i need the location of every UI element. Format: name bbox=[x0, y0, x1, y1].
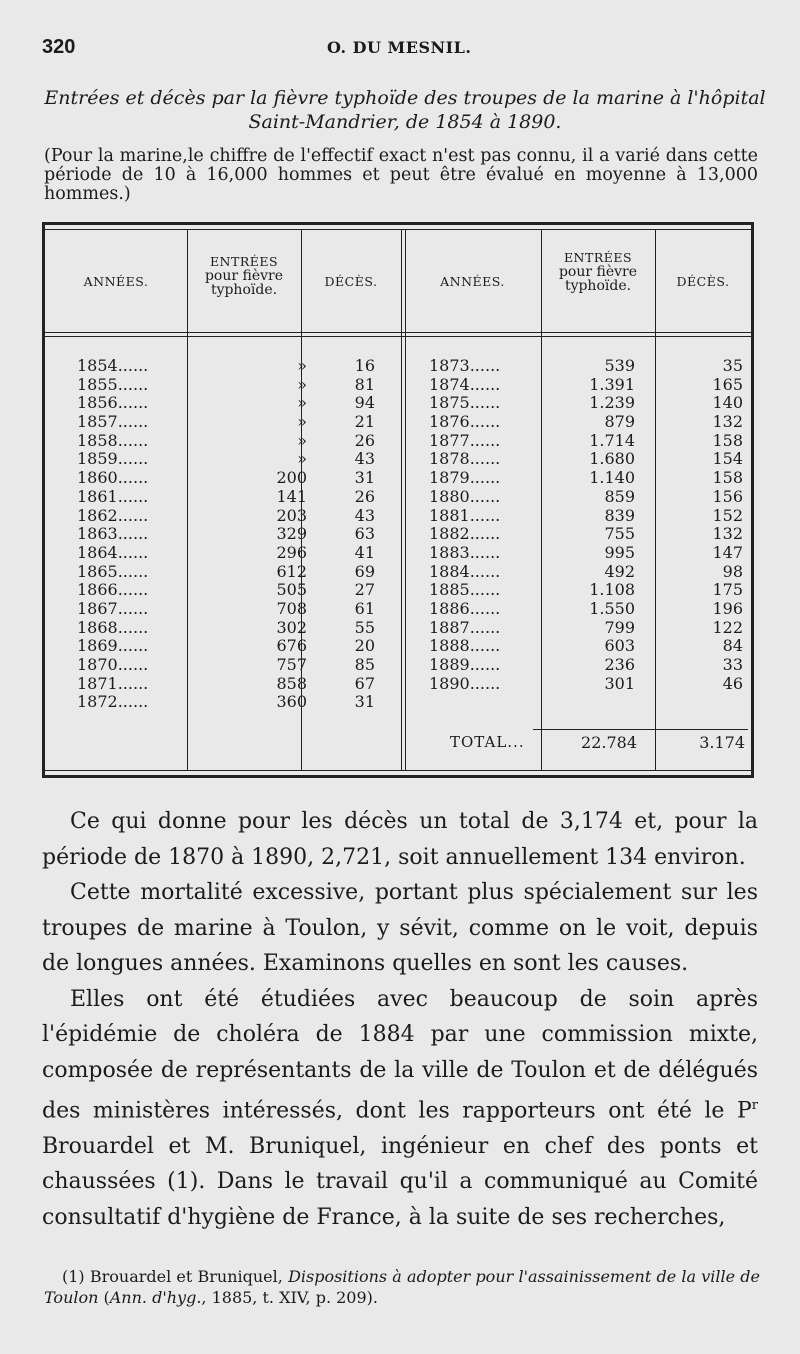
entrees-cell: 757 bbox=[276, 655, 307, 674]
entrees-cell: » bbox=[297, 449, 307, 469]
entrees-cell: 236 bbox=[604, 655, 635, 674]
year-cell: 1861...... bbox=[77, 486, 149, 506]
deces-cell: 196 bbox=[712, 598, 743, 618]
table-rule bbox=[45, 229, 751, 230]
table-row bbox=[77, 432, 397, 451]
deces-cell: 84 bbox=[722, 636, 743, 656]
table-row bbox=[77, 600, 397, 619]
entrees-cell: 676 bbox=[276, 636, 307, 656]
paragraph-text: Brouardel et M. Bruniquel, ingénieur en chef des ponts et chaussées (1). Dans le travail qu'il a communiqué au Comité consultatif d'hygiène de France, à la suite de ses recherches, bbox=[42, 1133, 758, 1230]
table-row bbox=[429, 656, 749, 675]
total-rule bbox=[533, 729, 748, 730]
header-deces-right: DÉCÈS. bbox=[676, 274, 730, 289]
table-row bbox=[429, 507, 749, 526]
header-entrees-right bbox=[541, 251, 655, 293]
year-cell: 1860...... bbox=[77, 468, 149, 488]
year-cell: 1888...... bbox=[429, 636, 501, 656]
table-row bbox=[429, 469, 749, 488]
deces-cell: 26 bbox=[354, 430, 375, 450]
table-row bbox=[429, 357, 749, 376]
entrees-cell: 1.108 bbox=[589, 580, 635, 600]
header-deces: DÉCÈS. bbox=[324, 274, 378, 289]
deces-cell: 132 bbox=[712, 524, 743, 544]
entrees-cell: 1.391 bbox=[589, 374, 635, 394]
year-cell: 1871...... bbox=[77, 673, 149, 693]
table-row bbox=[429, 563, 749, 582]
deces-cell: 46 bbox=[722, 673, 743, 693]
entrees-cell: 141 bbox=[276, 486, 307, 506]
year-cell: 1869...... bbox=[77, 636, 149, 656]
header-rule bbox=[45, 332, 751, 333]
entrees-cell: 612 bbox=[276, 561, 307, 581]
entrees-cell: 995 bbox=[604, 542, 635, 562]
deces-cell: 26 bbox=[354, 486, 375, 506]
entrees-cell: 302 bbox=[276, 617, 307, 637]
year-cell: 1887...... bbox=[429, 617, 501, 637]
page-number: 320 bbox=[42, 36, 76, 58]
table-row bbox=[77, 581, 397, 600]
deces-cell: 175 bbox=[712, 580, 743, 600]
deces-cell: 152 bbox=[712, 505, 743, 525]
year-cell: 1863...... bbox=[77, 524, 149, 544]
entrees-cell: » bbox=[297, 393, 307, 413]
deces-cell: 81 bbox=[354, 374, 375, 394]
entrees-cell: 200 bbox=[276, 468, 307, 488]
entrees-cell: 492 bbox=[604, 561, 635, 581]
year-cell: 1884...... bbox=[429, 561, 501, 581]
table-rule bbox=[45, 770, 751, 771]
entrees-cell: 301 bbox=[604, 673, 635, 693]
table-row bbox=[77, 507, 397, 526]
total-deces: 3.174 bbox=[699, 733, 745, 752]
table-row bbox=[77, 525, 397, 544]
entrees-cell: 603 bbox=[604, 636, 635, 656]
table-row bbox=[77, 619, 397, 638]
entrees-cell: 708 bbox=[276, 598, 307, 618]
table-title: Entrées et décès par la fièvre typhoïde des troupes de la marine à l'hôpital Saint-Mandrier, de 1854 à 1890. bbox=[44, 87, 766, 133]
table-row bbox=[429, 413, 749, 432]
table-row bbox=[429, 394, 749, 413]
entrees-cell: 1.714 bbox=[589, 430, 635, 450]
year-cell: 1883...... bbox=[429, 542, 501, 562]
table-row bbox=[429, 488, 749, 507]
deces-cell: 98 bbox=[722, 561, 743, 581]
entrees-cell: 296 bbox=[276, 542, 307, 562]
paragraph bbox=[42, 982, 758, 1236]
header-entrees-line3: typhoïde. bbox=[564, 278, 632, 294]
table-row bbox=[77, 656, 397, 675]
table-row bbox=[77, 450, 397, 469]
header-entrees-line1: ENTRÉES bbox=[209, 254, 279, 269]
deces-cell: 122 bbox=[712, 617, 743, 637]
header-entrees-line2: pour fièvre bbox=[204, 268, 284, 284]
year-cell: 1868...... bbox=[77, 617, 149, 637]
header-entrees-line2: pour fièvre bbox=[558, 264, 638, 280]
year-cell: 1882...... bbox=[429, 524, 501, 544]
year-cell: 1862...... bbox=[77, 505, 149, 525]
year-cell: 1885...... bbox=[429, 580, 501, 600]
year-cell: 1875...... bbox=[429, 393, 501, 413]
year-cell: 1879...... bbox=[429, 468, 501, 488]
entrees-cell: » bbox=[297, 412, 307, 432]
entrees-cell: 539 bbox=[604, 356, 635, 375]
body-text bbox=[42, 804, 758, 1235]
deces-cell: 94 bbox=[354, 393, 375, 413]
footnote-journal: Ann. d'hyg. bbox=[109, 1288, 202, 1307]
entrees-cell: 1.239 bbox=[589, 393, 635, 413]
deces-cell: 35 bbox=[722, 356, 743, 375]
data-table bbox=[42, 222, 754, 778]
deces-cell: 27 bbox=[354, 580, 375, 600]
table-row bbox=[77, 376, 397, 395]
table-row bbox=[77, 488, 397, 507]
year-cell: 1890...... bbox=[429, 673, 501, 693]
year-cell: 1854...... bbox=[77, 356, 149, 375]
footnote bbox=[44, 1266, 760, 1308]
year-cell: 1872...... bbox=[77, 692, 149, 712]
deces-cell: 43 bbox=[354, 505, 375, 525]
year-cell: 1889...... bbox=[429, 655, 501, 674]
entrees-cell: 859 bbox=[604, 486, 635, 506]
table-row bbox=[77, 637, 397, 656]
deces-cell: 33 bbox=[722, 655, 743, 674]
table-row bbox=[77, 563, 397, 582]
year-cell: 1857...... bbox=[77, 412, 149, 432]
entrees-cell: 755 bbox=[604, 524, 635, 544]
superscript: r bbox=[751, 1098, 758, 1113]
deces-cell: 154 bbox=[712, 449, 743, 469]
header-entrees-line1: ENTRÉES bbox=[563, 250, 633, 265]
table-row bbox=[429, 581, 749, 600]
deces-cell: 140 bbox=[712, 393, 743, 413]
entrees-cell: 1.140 bbox=[589, 468, 635, 488]
table-row bbox=[429, 432, 749, 451]
entrees-cell: 858 bbox=[276, 673, 307, 693]
year-cell: 1878...... bbox=[429, 449, 501, 469]
table-row bbox=[429, 376, 749, 395]
table-row bbox=[77, 413, 397, 432]
year-cell: 1874...... bbox=[429, 374, 501, 394]
table-row bbox=[429, 619, 749, 638]
total-label: TOTAL... bbox=[450, 733, 525, 751]
table-row bbox=[77, 394, 397, 413]
entrees-cell: » bbox=[297, 374, 307, 394]
left-table-body bbox=[77, 357, 397, 712]
deces-cell: 69 bbox=[354, 561, 375, 581]
entrees-cell: » bbox=[297, 430, 307, 450]
deces-cell: 85 bbox=[354, 655, 375, 674]
entrees-cell: 799 bbox=[604, 617, 635, 637]
table-row bbox=[429, 544, 749, 563]
entrees-cell: 1.680 bbox=[589, 449, 635, 469]
year-cell: 1876...... bbox=[429, 412, 501, 432]
deces-cell: 41 bbox=[354, 542, 375, 562]
entrees-cell: 203 bbox=[276, 505, 307, 525]
deces-cell: 43 bbox=[354, 449, 375, 469]
year-cell: 1880...... bbox=[429, 486, 501, 506]
right-table-body bbox=[429, 357, 749, 693]
year-cell: 1866...... bbox=[77, 580, 149, 600]
table-note: (Pour la marine,le chiffre de l'effectif exact n'est pas connu, il a varié dans cette période de 10 à 16,000 hommes et peut être évalué en moyenne à 13,000 hommes.) bbox=[44, 146, 758, 204]
deces-cell: 147 bbox=[712, 542, 743, 562]
paragraph-text: Elles ont été étudiées avec beaucoup de soin après l'épidémie de choléra de 1884 par une commission mixte, composée de représentants de la ville de Toulon et de délégués des ministères intéressés, dont les rapporteurs ont été le P bbox=[42, 986, 758, 1124]
deces-cell: 20 bbox=[354, 636, 375, 656]
deces-cell: 132 bbox=[712, 412, 743, 432]
year-cell: 1859...... bbox=[77, 449, 149, 469]
running-head: O. DU MESNIL. bbox=[327, 38, 472, 57]
year-cell: 1856...... bbox=[77, 393, 149, 413]
table-row bbox=[429, 637, 749, 656]
table-row bbox=[429, 675, 749, 694]
header-annees-right: ANNÉES. bbox=[440, 274, 505, 289]
year-cell: 1855...... bbox=[77, 374, 149, 394]
deces-cell: 158 bbox=[712, 430, 743, 450]
table-row bbox=[429, 525, 749, 544]
deces-cell: 31 bbox=[354, 468, 375, 488]
deces-cell: 16 bbox=[354, 356, 375, 375]
entrees-cell: 839 bbox=[604, 505, 635, 525]
table-row bbox=[77, 469, 397, 488]
year-cell: 1877...... bbox=[429, 430, 501, 450]
column-divider bbox=[401, 230, 406, 770]
year-cell: 1873...... bbox=[429, 356, 501, 375]
year-cell: 1864...... bbox=[77, 542, 149, 562]
entrees-cell: 360 bbox=[276, 692, 307, 712]
total-entrees: 22.784 bbox=[581, 733, 637, 752]
entrees-cell: 1.550 bbox=[589, 598, 635, 618]
footnote-title: Dispositions à adopter pour l'assainissement de la ville de Toulon bbox=[44, 1267, 760, 1307]
entrees-cell: 329 bbox=[276, 524, 307, 544]
footnote-text: ( bbox=[98, 1288, 110, 1307]
header-rule bbox=[45, 336, 751, 337]
table-row bbox=[77, 693, 397, 712]
entrees-cell: » bbox=[297, 356, 307, 375]
year-cell: 1867...... bbox=[77, 598, 149, 618]
year-cell: 1865...... bbox=[77, 561, 149, 581]
footnote-text: , 1885, t. XIV, p. 209). bbox=[201, 1288, 378, 1307]
deces-cell: 67 bbox=[354, 673, 375, 693]
table-row bbox=[77, 357, 397, 376]
footnote-prefix: (1) Brouardel et Bruniquel, bbox=[62, 1267, 289, 1286]
deces-cell: 61 bbox=[354, 598, 375, 618]
table-row bbox=[429, 450, 749, 469]
deces-cell: 31 bbox=[354, 692, 375, 712]
deces-cell: 55 bbox=[354, 617, 375, 637]
entrees-cell: 879 bbox=[604, 412, 635, 432]
deces-cell: 165 bbox=[712, 374, 743, 394]
deces-cell: 63 bbox=[354, 524, 375, 544]
year-cell: 1881...... bbox=[429, 505, 501, 525]
year-cell: 1886...... bbox=[429, 598, 501, 618]
year-cell: 1870...... bbox=[77, 655, 149, 674]
page-header bbox=[42, 36, 760, 60]
header-entrees bbox=[187, 255, 301, 297]
table-row bbox=[429, 600, 749, 619]
table-row bbox=[77, 544, 397, 563]
year-cell: 1858...... bbox=[77, 430, 149, 450]
entrees-cell: 505 bbox=[276, 580, 307, 600]
paragraph: Cette mortalité excessive, portant plus spécialement sur les troupes de marine à Toulon, y sévit, comme on le voit, depuis de longues années. Examinons quelles en sont les causes. bbox=[42, 880, 758, 976]
paragraph: Ce qui donne pour les décès un total de 3,174 et, pour la période de 1870 à 1890, 2,721, soit annuellement 134 environ. bbox=[42, 809, 758, 870]
table-row bbox=[77, 675, 397, 694]
header-entrees-line3: typhoïde. bbox=[210, 282, 278, 298]
deces-cell: 21 bbox=[354, 412, 375, 432]
header-annees: ANNÉES. bbox=[83, 274, 149, 289]
deces-cell: 158 bbox=[712, 468, 743, 488]
deces-cell: 156 bbox=[712, 486, 743, 506]
